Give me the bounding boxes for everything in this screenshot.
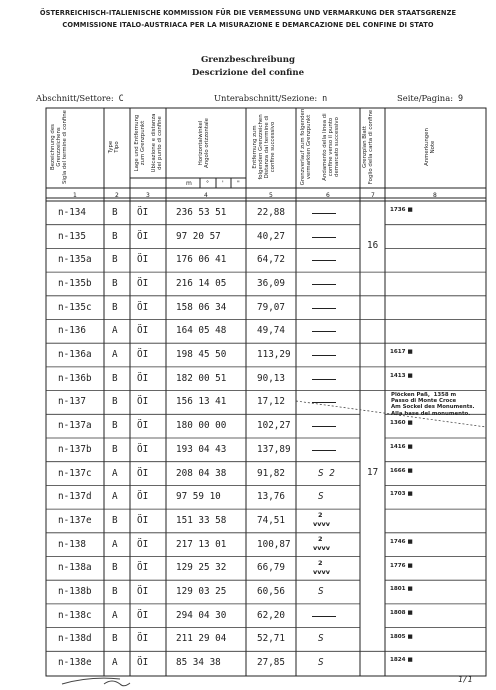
row-location: ÖI — [137, 443, 149, 455]
row-location: ÖI — [137, 586, 149, 598]
row-location: ÖI — [137, 467, 149, 479]
sheet-number-17: 17 — [367, 467, 379, 478]
row-angle: 97 59 10 — [176, 491, 221, 503]
row-note: 1666 ■ — [390, 467, 413, 474]
unterabschnitt-value: n — [322, 93, 328, 103]
row-note: 1746 ■ — [390, 538, 413, 545]
col-number-3: 3 — [146, 192, 150, 199]
col-header-notes: Anmerkungen Note — [424, 128, 436, 166]
seite-value: 9 — [458, 93, 464, 103]
col-header-sigla: Bezeichnung des Grenzzeichens Sigla del termine di confine — [50, 110, 68, 184]
row-note: 1824 ■ — [390, 657, 413, 664]
row-course-zigzag: vvvv — [313, 520, 330, 529]
row-type: B — [112, 254, 118, 266]
row-distance: 74,51 — [257, 514, 285, 526]
row-distance: 66,79 — [257, 562, 285, 574]
row-distance: 100,87 — [257, 538, 291, 550]
row-course-curve: S — [318, 586, 324, 598]
row-sigla: n-137a — [58, 420, 92, 432]
row-note: 1808 ■ — [390, 609, 413, 616]
row-distance: 22,88 — [257, 206, 285, 218]
row-type: A — [112, 467, 118, 479]
col-header-lage: Lage und Entfernung zum Grenzpunkt — [134, 114, 146, 172]
row-sigla: n-137b — [58, 443, 92, 455]
row-type: B — [112, 277, 118, 289]
col-header-type: Type Tipo — [108, 140, 120, 154]
row-angle: 211 29 04 — [176, 633, 227, 645]
row-angle: 85 34 38 — [176, 657, 221, 669]
page-mark: 1/1 — [458, 675, 473, 684]
row-type: B — [112, 372, 118, 384]
row-angle: 180 00 00 — [176, 420, 227, 432]
row-distance: 79,07 — [257, 301, 285, 313]
row-sigla: n-135c — [58, 301, 92, 313]
row-location: ÖI — [137, 372, 149, 384]
row-angle: 236 53 51 — [176, 206, 227, 218]
row-note: 1416 ■ — [390, 444, 413, 450]
col-header-course-de: Grenzverlauf zum folgenden vermarkten Grenzpunkt — [300, 108, 312, 186]
row-sigla: n-138c — [58, 609, 92, 621]
row-location: ÖI — [137, 562, 149, 574]
row-distance: 17,12 — [257, 396, 285, 408]
row-location: ÖI — [137, 277, 149, 289]
row-angle: 176 06 41 — [176, 254, 227, 266]
row-angle: 151 33 58 — [176, 514, 227, 526]
col-header-distance: Entfernung zum folgenden Grenzzeichen Distanza dal termine di confine successivo — [252, 114, 276, 180]
col-number-2: 2 — [115, 192, 119, 199]
col-number-6: 6 — [326, 192, 330, 199]
col-header-angle: Horizontalwinkel Angolo orizzontale — [198, 118, 210, 168]
row-distance: 113,29 — [257, 349, 291, 361]
row-type: B — [112, 301, 118, 313]
header-line-italian: COMMISSIONE ITALO-AUSTRIACA PER LA MISURAZIONE E DEMARCAZIONE DEL CONFINE DI STATO — [62, 20, 434, 29]
row-angle: 97 20 57 — [176, 230, 221, 242]
row-type: B — [112, 562, 118, 574]
row-sigla: n-138d — [58, 633, 92, 645]
row-location: ÖI — [137, 657, 149, 669]
row-location: ÖI — [137, 396, 149, 408]
row-distance: 137,89 — [257, 443, 291, 455]
row-note: 1360 ■ — [390, 420, 413, 427]
col-number-7: 7 — [371, 192, 375, 199]
row-type: B — [112, 443, 118, 455]
row-location: ÖI — [137, 609, 149, 621]
row-angle: 129 25 32 — [176, 562, 227, 574]
abschnitt-value: C — [118, 93, 124, 103]
unit-deg: ° — [206, 180, 209, 187]
row-sigla: n-137c — [58, 467, 92, 479]
row-angle: 208 04 38 — [176, 467, 227, 479]
col-number-5: 5 — [269, 192, 273, 199]
row-note: 1801 ■ — [390, 586, 413, 593]
row-angle: 164 05 48 — [176, 325, 227, 337]
row-sigla: n-138b — [58, 586, 92, 598]
row-type: A — [112, 538, 118, 550]
row-distance: 52,71 — [257, 633, 285, 645]
row-location: ÖI — [137, 633, 149, 645]
row-distance: 102,27 — [257, 420, 291, 432]
row-angle: 294 04 30 — [176, 609, 227, 621]
col-number-1: 1 — [73, 192, 77, 199]
row-type: B — [112, 230, 118, 242]
row-angle: 182 00 51 — [176, 372, 227, 384]
row-distance: 27,85 — [257, 657, 285, 669]
row-type: A — [112, 491, 118, 503]
row-sigla: n-138e — [58, 657, 92, 669]
abschnitt-label: Abschnitt/Settore: — [36, 93, 114, 103]
row-location: ÖI — [137, 206, 149, 218]
row-type: A — [112, 325, 118, 337]
row-distance: 64,72 — [257, 254, 285, 266]
row-course-count: 2 — [318, 534, 323, 543]
row-course-zigzag: vvvv — [313, 567, 330, 576]
row-sigla: n-136a — [58, 349, 92, 361]
row-course-curve: S 2 — [318, 467, 335, 479]
row-angle: 198 45 50 — [176, 349, 227, 361]
row-location: ÖI — [137, 491, 149, 503]
row-sigla: n-134 — [58, 206, 86, 218]
row-location: ÖI — [137, 254, 149, 266]
row-course-curve: S — [318, 491, 324, 503]
row-note: 1703 ■ — [390, 491, 413, 498]
sheet-number-16: 16 — [367, 240, 379, 251]
row-angle: 193 04 43 — [176, 443, 227, 455]
row-distance: 60,56 — [257, 586, 285, 598]
title-german: Grenzbeschreibung — [200, 55, 296, 65]
row-sigla: n-135 — [58, 230, 86, 242]
col-header-sheet: Grenzplan Blatt Foglio della carta di confine — [362, 109, 374, 185]
row-location: ÖI — [137, 230, 149, 242]
row-type: B — [112, 206, 118, 218]
row-distance: 91,82 — [257, 467, 285, 479]
row-angle: 156 13 41 — [176, 396, 227, 408]
row-angle: 158 06 34 — [176, 301, 227, 313]
row-location: ÖI — [137, 420, 149, 432]
unterabschnitt-label: Unterabschnitt/Sezione: — [214, 93, 318, 103]
row-angle: 216 14 05 — [176, 277, 227, 289]
row-location: ÖI — [137, 301, 149, 313]
row-distance: 40,27 — [257, 230, 285, 242]
row-note: 1805 ■ — [390, 633, 413, 640]
row-sigla: n-136b — [58, 372, 92, 384]
unit-m: m — [186, 180, 192, 187]
row-type: B — [112, 586, 118, 598]
row-sigla: n-135a — [58, 254, 92, 266]
row-type: B — [112, 420, 118, 432]
row-sigla: n-137 — [58, 396, 86, 408]
row-distance: 36,09 — [257, 277, 285, 289]
col-number-8: 8 — [433, 192, 437, 199]
seite-label: Seite/Pagina: — [397, 93, 454, 103]
unit-sec: " — [237, 180, 240, 187]
row-sigla: n-136 — [58, 325, 86, 337]
row-angle: 129 03 25 — [176, 586, 227, 598]
row-type: A — [112, 657, 118, 669]
row-type: B — [112, 633, 118, 645]
unit-min: ' — [222, 180, 224, 187]
row-sigla: n-137e — [58, 514, 92, 526]
row-location: ÖI — [137, 514, 149, 526]
row-note: 1413 ■ — [390, 372, 413, 379]
col-number-4: 4 — [204, 192, 208, 199]
row-sigla: n-138a — [58, 562, 92, 574]
row-angle: 217 13 01 — [176, 538, 227, 550]
row-location: ÖI — [137, 325, 149, 337]
header-line-german: ÖSTERREICHISCH-ITALIENISCHE KOMMISSION FÜR DIE VERMESSUNG UND VERMARKUNG DER STAATSGRENZE — [39, 8, 457, 17]
row-sigla: n-135b — [58, 277, 92, 289]
row-type: A — [112, 349, 118, 361]
row-course-curve: S — [318, 633, 324, 645]
row-course-zigzag: vvvv — [313, 543, 330, 552]
row-note: 1617 ■ — [390, 349, 413, 356]
row-note: 1736 ■ — [390, 207, 413, 213]
row-course-count: 2 — [318, 511, 323, 520]
row-distance: 62,20 — [257, 609, 285, 621]
col-header-course-it: Andamento della linea di confine verso il punto demarcato successivo — [322, 113, 340, 181]
row-location: ÖI — [137, 349, 149, 361]
row-distance: 13,76 — [257, 491, 285, 503]
row-location: ÖI — [137, 538, 149, 550]
row-type: B — [112, 396, 118, 408]
row-sigla: n-137d — [58, 491, 92, 503]
row-type: B — [112, 514, 118, 526]
row-distance: 90,13 — [257, 372, 285, 384]
row-course-count: 2 — [318, 558, 323, 567]
row-note: 1776 ■ — [390, 562, 413, 569]
row-note: Plöcken Paß, 1358 m Passo di Monte Croce Am Sockel des Monuments. Alla base del monumento. — [391, 391, 475, 417]
row-type: A — [112, 609, 118, 621]
row-sigla: n-138 — [58, 538, 86, 550]
col-header-ubicazione: Ubicazione e distanza del punto di confine — [151, 113, 163, 173]
row-course-curve: S — [318, 657, 324, 669]
row-distance: 49,74 — [257, 325, 285, 337]
title-italian: Descrizione del confine — [191, 68, 305, 78]
